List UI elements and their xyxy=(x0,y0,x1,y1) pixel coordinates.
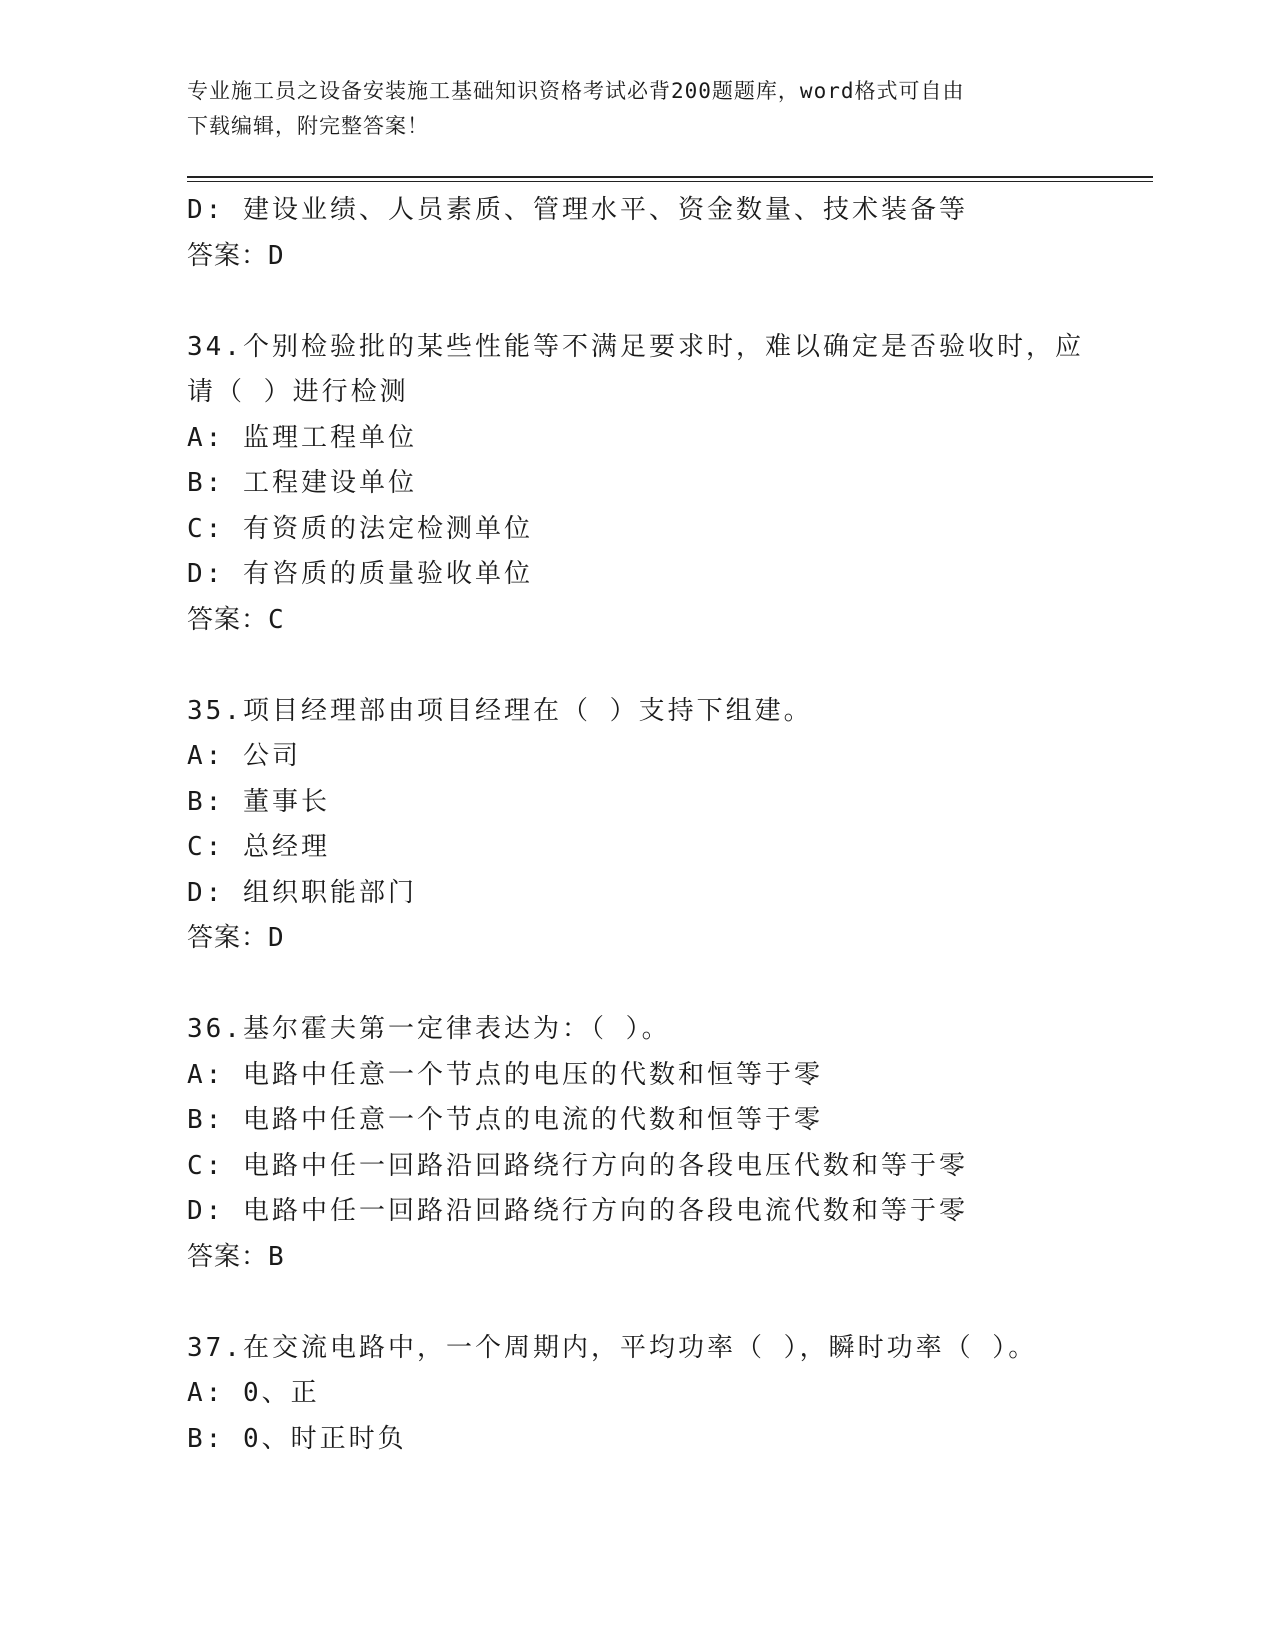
answer-line: 答案：D xyxy=(187,240,285,271)
option-a: A: 0、正 xyxy=(187,1378,320,1408)
option-c: C: 电路中任一回路沿回路绕行方向的各段电压代数和等于零 xyxy=(187,1150,968,1181)
option-d: D: 建设业绩、人员素质、管理水平、资金数量、技术装备等 xyxy=(187,195,968,225)
option-a: A: 监理工程单位 xyxy=(187,422,417,453)
question-block-33 xyxy=(187,188,1087,279)
question-stem: 37.在交流电路中，一个周期内，平均功率（ ），瞬时功率（ ）。 xyxy=(187,1332,1038,1363)
header-line-2: 下载编辑，附完整答案！ xyxy=(187,114,429,138)
question-stem: 34.个别检验批的某些性能等不满足要求时，难以确定是否验收时，应 xyxy=(187,331,1084,362)
question-block-36 xyxy=(187,1007,1087,1280)
option-b: B: 工程建设单位 xyxy=(187,468,417,498)
option-b: B: 0、时正时负 xyxy=(187,1423,407,1454)
option-a: A: 电路中任意一个节点的电压的代数和恒等于零 xyxy=(187,1059,823,1090)
option-d: D: 有咨质的质量验收单位 xyxy=(187,559,533,589)
answer-line: 答案：B xyxy=(187,1241,285,1272)
question-list xyxy=(187,188,1087,1462)
option-d: D: 组织职能部门 xyxy=(187,877,417,908)
answer-line: 答案：D xyxy=(187,923,285,953)
spacer xyxy=(187,279,1087,325)
header-divider-thin xyxy=(187,181,1153,182)
option-c: C: 有资质的法定检测单位 xyxy=(187,513,533,544)
question-stem: 35.项目经理部由项目经理在（ ）支持下组建。 xyxy=(187,695,813,726)
spacer xyxy=(187,1280,1087,1326)
question-stem: 36.基尔霍夫第一定律表达为：（ ）。 xyxy=(187,1014,671,1044)
question-stem-continued: 请（ ）进行检测 xyxy=(187,377,409,407)
option-a: A: 公司 xyxy=(187,741,301,771)
option-b: B: 电路中任意一个节点的电流的代数和恒等于零 xyxy=(187,1105,823,1135)
option-d: D: 电路中任一回路沿回路绕行方向的各段电流代数和等于零 xyxy=(187,1196,968,1226)
option-b: B: 董事长 xyxy=(187,786,330,817)
header-line-1: 专业施工员之设备安装施工基础知识资格考试必背200题题库，word格式可自由 xyxy=(187,79,965,103)
spacer xyxy=(187,643,1087,689)
question-block-34 xyxy=(187,325,1087,644)
spacer xyxy=(187,962,1087,1008)
question-block-35 xyxy=(187,689,1087,962)
option-c: C: 总经理 xyxy=(187,832,330,862)
question-block-37 xyxy=(187,1326,1087,1463)
document-header xyxy=(187,74,1067,144)
answer-line: 答案：C xyxy=(187,604,285,635)
header-divider-thick xyxy=(187,176,1153,178)
